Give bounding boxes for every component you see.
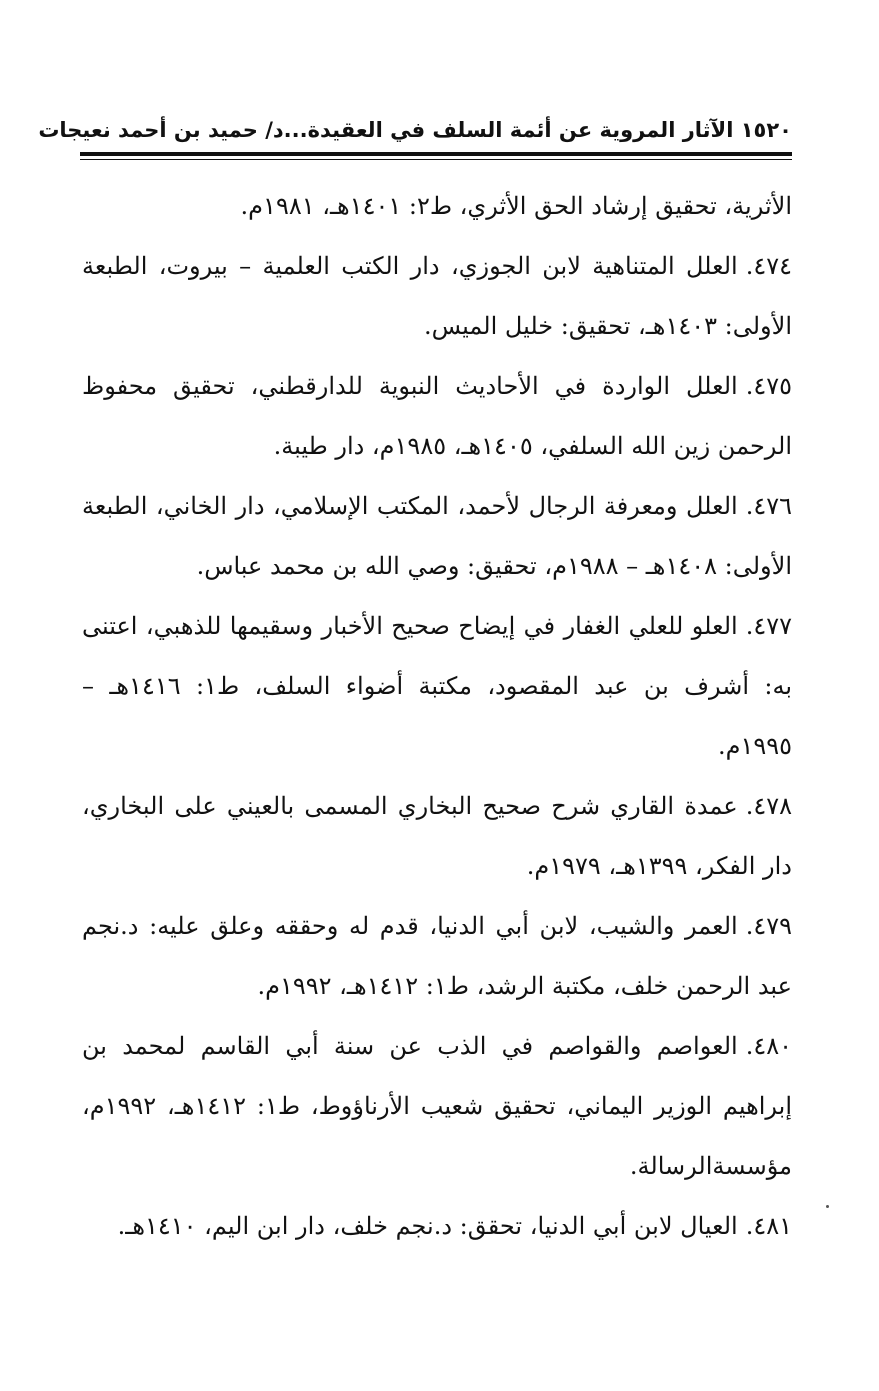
bibliography-list	[82, 176, 792, 1256]
bibliography-entry-479	[82, 896, 792, 1016]
entry-text: العلل الواردة في الأحاديث النبوية للدارقطني، تحقيق محفوظ الرحمن زين الله السلفي، ١٤٠٥هـ، ١٩٨٥م، دار طيبة.	[82, 372, 792, 460]
header-rule-thin	[80, 159, 792, 160]
entry-number: ٤٧٤.	[745, 252, 792, 280]
entry-number: ٤٧٦.	[745, 492, 792, 520]
bibliography-entry-477	[82, 596, 792, 776]
entry-number: ٤٧٧.	[745, 612, 792, 640]
entry-text: عمدة القاري شرح صحيح البخاري المسمى بالعيني على البخاري، دار الفكر، ١٣٩٩هـ، ١٩٧٩م.	[82, 792, 792, 880]
bibliography-entry-474	[82, 236, 792, 356]
bibliography-entry-475	[82, 356, 792, 476]
bibliography-entry-478	[82, 776, 792, 896]
scan-speck	[826, 1205, 829, 1208]
bibliography-entry-continued	[82, 176, 792, 236]
bibliography-entry-481	[82, 1196, 792, 1256]
entry-text: العواصم والقواصم في الذب عن سنة أبي القاسم لمحمد بن إبراهيم الوزير اليماني، تحقيق شعيب الأرناؤوط، ط١: ١٤١٢هـ، ١٩٩٢م، مؤسسةالرسالة.	[82, 1032, 793, 1180]
entry-number: ٤٨١.	[745, 1212, 792, 1240]
entry-text: العمر والشيب، لابن أبي الدنيا، قدم له وحققه وعلق عليه: د.نجم عبد الرحمن خلف، مكتبة الرشد، ط١: ١٤١٢هـ، ١٩٩٢م.	[82, 912, 792, 1000]
entry-number: ٤٧٥.	[745, 372, 792, 400]
entry-text: العلل ومعرفة الرجال لأحمد، المكتب الإسلامي، دار الخاني، الطبعة الأولى: ١٤٠٨هـ – ١٩٨٨م، تحقيق: وصي الله بن محمد عباس.	[82, 492, 792, 580]
entry-number: ٤٧٨.	[745, 792, 792, 820]
entry-text: الأثرية، تحقيق إرشاد الحق الأثري، ط٢: ١٤٠١هـ، ١٩٨١م.	[240, 192, 792, 220]
header-rule-thick	[80, 152, 792, 156]
entry-number: ٤٨٠.	[745, 1032, 792, 1060]
bibliography-entry-480	[82, 1016, 792, 1196]
entry-text: العيال لابن أبي الدنيا، تحقق: د.نجم خلف، دار ابن اليم، ١٤١٠هـ.	[117, 1212, 738, 1240]
entry-number: ٤٧٩.	[745, 912, 792, 940]
page-header: ١٥٢٠ الآثار المروية عن أئمة السلف في العقيدة...د/ حميد بن أحمد نعيجات	[38, 118, 792, 142]
bibliography-entry-476	[82, 476, 792, 596]
entry-text: العلو للعلي الغفار في إيضاح صحيح الأخبار وسقيمها للذهبي، اعتنى به: أشرف بن عبد المقصود، مكتبة أضواء السلف، ط١: ١٤١٦هـ – ١٩٩٥م.	[82, 612, 792, 760]
entry-text: العلل المتناهية لابن الجوزي، دار الكتب العلمية – بيروت، الطبعة الأولى: ١٤٠٣هـ، تحقيق: خليل الميس.	[82, 252, 792, 340]
